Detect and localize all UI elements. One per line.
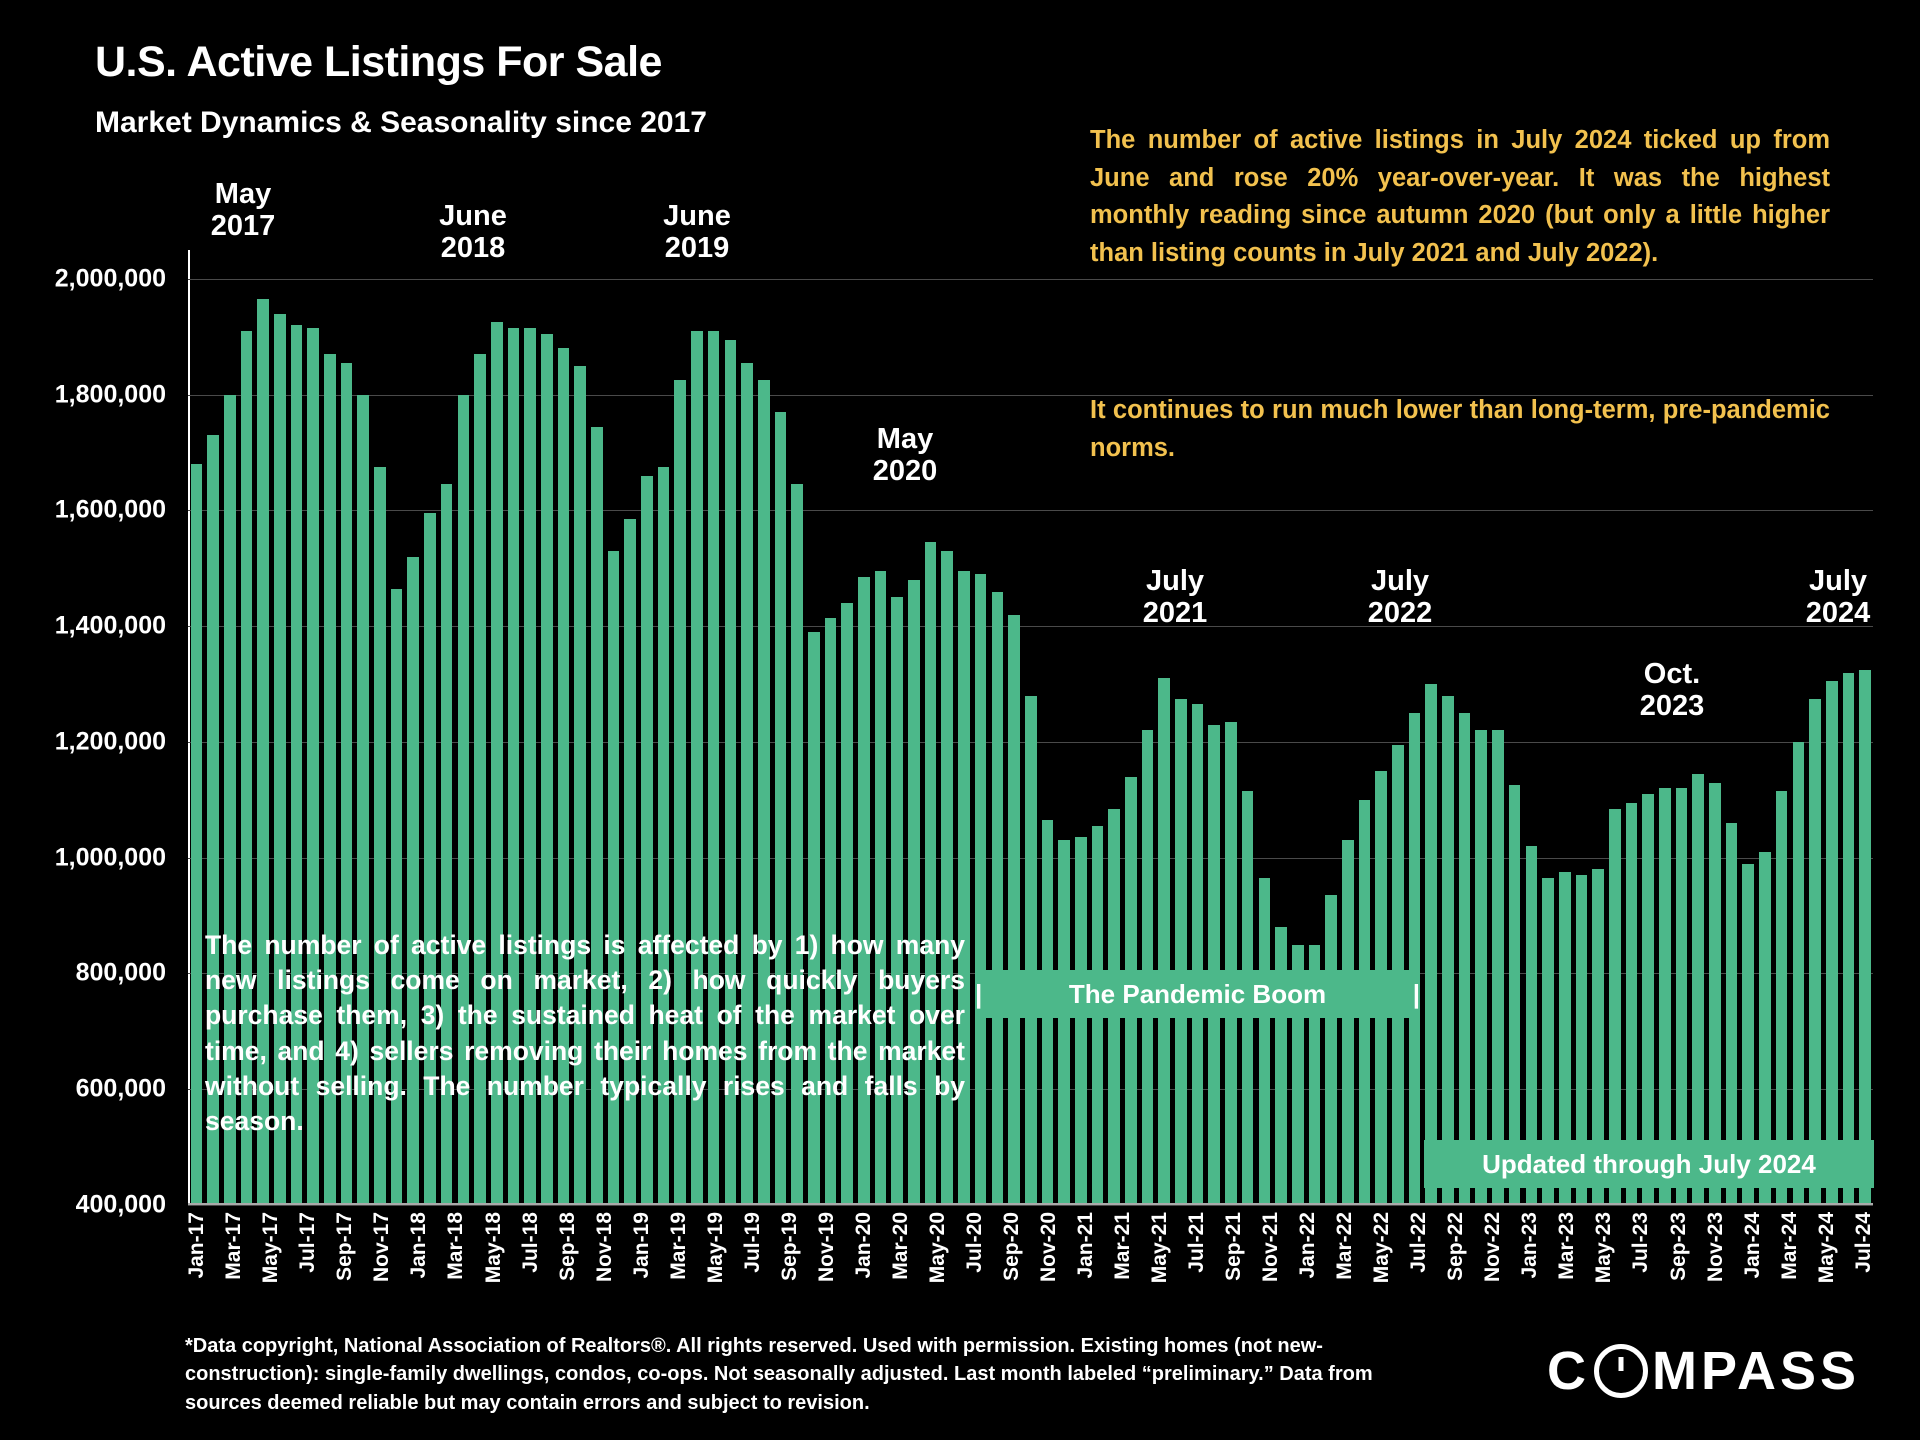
x-axis-tick-label: Jul-18 xyxy=(518,1212,542,1273)
y-axis-tick-label: 1,000,000 xyxy=(54,843,166,872)
bar xyxy=(1223,250,1240,1205)
peak-callout xyxy=(1143,565,1208,630)
x-axis-tick-label: Nov-22 xyxy=(1481,1212,1505,1283)
x-axis-tick-label: Sep-20 xyxy=(999,1212,1023,1281)
x-axis-tick-label: Jul-17 xyxy=(296,1212,320,1273)
bar xyxy=(1623,250,1640,1205)
bar xyxy=(1273,250,1290,1205)
bar xyxy=(1657,250,1674,1205)
x-axis-tick-label: May-24 xyxy=(1814,1212,1838,1284)
x-axis-tick xyxy=(1370,1212,1394,1352)
bar-rect xyxy=(1793,742,1805,1205)
x-axis-tick xyxy=(185,1212,209,1352)
x-axis-tick-label: Mar-22 xyxy=(1333,1212,1357,1280)
x-axis-tick-label: Jan-19 xyxy=(629,1212,653,1279)
peak-callout xyxy=(211,178,276,243)
x-axis-tick xyxy=(1851,1212,1875,1352)
x-axis-tick xyxy=(1555,1212,1579,1352)
bar xyxy=(972,250,989,1205)
bar-rect xyxy=(1192,704,1204,1205)
bar-rect xyxy=(191,464,203,1205)
x-axis-tick-label: Sep-18 xyxy=(555,1212,579,1281)
bar xyxy=(1673,250,1690,1205)
x-axis-tick-label: Nov-21 xyxy=(1259,1212,1283,1283)
x-axis-tick xyxy=(1407,1212,1431,1352)
bar xyxy=(1840,250,1857,1205)
x-axis-tick-label: Sep-17 xyxy=(333,1212,357,1281)
x-axis-tick-label: Nov-18 xyxy=(592,1212,616,1283)
bar xyxy=(1072,250,1089,1205)
x-axis-tick xyxy=(925,1212,949,1352)
x-axis-tick xyxy=(1333,1212,1357,1352)
x-axis-tick xyxy=(629,1212,653,1352)
x-axis-tick xyxy=(851,1212,875,1352)
logo-o-icon xyxy=(1594,1344,1648,1398)
x-axis-tick xyxy=(1592,1212,1616,1352)
x-axis-tick xyxy=(1036,1212,1060,1352)
page-subtitle: Market Dynamics & Seasonality since 2017 xyxy=(95,106,707,139)
bar xyxy=(1857,250,1874,1205)
peak-callout xyxy=(439,200,507,265)
bar-rect xyxy=(1859,670,1871,1205)
x-axis-tick-label: Mar-19 xyxy=(666,1212,690,1280)
bar xyxy=(1590,250,1607,1205)
x-axis-tick xyxy=(1259,1212,1283,1352)
x-axis-tick xyxy=(666,1212,690,1352)
bar-rect xyxy=(1275,927,1287,1205)
x-axis-tick-label: Mar-20 xyxy=(888,1212,912,1280)
bar xyxy=(1206,250,1223,1205)
x-axis-tick xyxy=(1703,1212,1727,1352)
bar xyxy=(1540,250,1557,1205)
bar xyxy=(1573,250,1590,1205)
x-axis-tick xyxy=(1629,1212,1653,1352)
bar-rect xyxy=(1208,725,1220,1205)
x-axis-tick-label: Jul-23 xyxy=(1629,1212,1653,1273)
peak-callout-year: 2019 xyxy=(664,232,730,265)
peak-callout-year: 2020 xyxy=(872,455,938,488)
x-axis-tick-label: Sep-21 xyxy=(1222,1212,1246,1281)
y-axis-tick-label: 800,000 xyxy=(75,958,166,987)
y-axis-tick-label: 1,200,000 xyxy=(54,727,166,756)
band-right-mark: | xyxy=(1412,978,1420,1009)
x-axis-tick-label: Nov-19 xyxy=(814,1212,838,1283)
peak-callout-year: 2017 xyxy=(210,210,276,243)
y-axis-tick-label: 400,000 xyxy=(75,1190,166,1219)
x-axis-tick-label: Jan-17 xyxy=(185,1212,209,1279)
updated-label: Updated through July 2024 xyxy=(1482,1148,1816,1179)
logo-text-2: MPASS xyxy=(1651,1341,1860,1401)
bar-rect xyxy=(1826,681,1838,1205)
x-axis-tick xyxy=(962,1212,986,1352)
x-axis-tick xyxy=(888,1212,912,1352)
band-label: The Pandemic Boom xyxy=(1068,978,1327,1009)
band-left-mark: | xyxy=(975,978,983,1009)
x-axis-tick xyxy=(740,1212,764,1352)
x-axis-tick xyxy=(592,1212,616,1352)
x-axis-tick-label: Jan-22 xyxy=(1296,1212,1320,1279)
peak-callout xyxy=(873,423,938,488)
bar xyxy=(1156,250,1173,1205)
bar-rect xyxy=(1008,615,1020,1205)
x-axis-tick xyxy=(1111,1212,1135,1352)
x-axis-tick-label: Sep-23 xyxy=(1666,1212,1690,1281)
bar-rect xyxy=(1175,699,1187,1205)
bar xyxy=(1289,250,1306,1205)
x-axis-line xyxy=(188,1203,1873,1205)
bar xyxy=(1239,250,1256,1205)
x-axis-tick xyxy=(481,1212,505,1352)
x-axis-tick-label: Jan-23 xyxy=(1518,1212,1542,1279)
bar xyxy=(1823,250,1840,1205)
bar xyxy=(1473,250,1490,1205)
y-axis-tick-label: 1,600,000 xyxy=(54,495,166,524)
x-axis-tick xyxy=(1481,1212,1505,1352)
peak-callout-month: Oct. xyxy=(1643,658,1701,690)
logo-text-1: C xyxy=(1546,1341,1590,1401)
bar xyxy=(1490,250,1507,1205)
bar xyxy=(188,250,205,1205)
bar-rect xyxy=(1025,696,1037,1205)
peak-callout-year: 2018 xyxy=(440,232,506,265)
peak-callout-year: 2023 xyxy=(1639,690,1705,723)
bar xyxy=(1390,250,1407,1205)
bar-rect xyxy=(1325,895,1337,1205)
x-axis-tick xyxy=(1814,1212,1838,1352)
bar xyxy=(1740,250,1757,1205)
x-axis-tick xyxy=(407,1212,431,1352)
x-axis-tick-label: Nov-17 xyxy=(370,1212,394,1283)
explanation-text: The number of active listings is affected by 1) how many new listings come on market, 2) how quickly buyers purchase them, 3) the sustained heat of the market over time, and 4) sellers removing their homes from the market without selling. The number typically rises and falls by season. xyxy=(205,930,965,1137)
bar-rect xyxy=(1225,722,1237,1205)
annotation-note-2: It continues to run much lower than long-term, pre-pandemic norms. xyxy=(1090,396,1830,462)
x-axis-tick xyxy=(222,1212,246,1352)
bar xyxy=(1773,250,1790,1205)
peak-callout-month: July xyxy=(1145,565,1205,597)
x-axis-tick-label: Mar-24 xyxy=(1777,1212,1801,1280)
bar xyxy=(1139,250,1156,1205)
bar xyxy=(1006,250,1023,1205)
bar xyxy=(1690,250,1707,1205)
y-axis-tick-label: 1,400,000 xyxy=(54,611,166,640)
bar xyxy=(1757,250,1774,1205)
x-axis-tick-label: Jul-24 xyxy=(1851,1212,1875,1273)
peak-callout-year: 2021 xyxy=(1142,597,1208,630)
x-axis-tick xyxy=(814,1212,838,1352)
bar xyxy=(1707,250,1724,1205)
bar-rect xyxy=(1809,699,1821,1205)
bar xyxy=(1022,250,1039,1205)
x-axis-tick-label: May-17 xyxy=(259,1212,283,1284)
bar xyxy=(1256,250,1273,1205)
bar xyxy=(1456,250,1473,1205)
x-axis-tick xyxy=(555,1212,579,1352)
x-axis-tick xyxy=(1074,1212,1097,1352)
x-axis-tick xyxy=(703,1212,727,1352)
bar-rect xyxy=(1075,837,1087,1205)
x-axis-tick-label: Nov-20 xyxy=(1036,1212,1060,1283)
x-axis-tick-label: Jan-20 xyxy=(851,1212,875,1279)
x-axis-tick-label: May-21 xyxy=(1148,1212,1172,1284)
y-axis-labels xyxy=(0,250,188,1219)
bar-rect xyxy=(1342,840,1354,1205)
bar xyxy=(1306,250,1323,1205)
x-axis-tick xyxy=(370,1212,394,1352)
x-axis-tick-label: Sep-22 xyxy=(1444,1212,1468,1281)
page-title: U.S. Active Listings For Sale xyxy=(95,38,662,86)
bar xyxy=(1606,250,1623,1205)
bar-rect xyxy=(1425,684,1437,1205)
y-axis-tick-label: 1,800,000 xyxy=(54,380,166,409)
peak-callout-month: July xyxy=(1370,565,1430,597)
bar xyxy=(1406,250,1423,1205)
bar xyxy=(1423,250,1440,1205)
bar-rect xyxy=(1058,840,1070,1205)
updated-through-band xyxy=(1424,1140,1874,1188)
peak-callout xyxy=(663,200,731,265)
x-axis-tick-label: May-19 xyxy=(703,1212,727,1284)
peak-callout-year: 2024 xyxy=(1805,597,1871,630)
pandemic-boom-band xyxy=(975,970,1420,1018)
bar-rect xyxy=(992,592,1004,1206)
bar-rect xyxy=(1158,678,1170,1205)
annotation-note-1: The number of active listings in July 2024 ticked up from June and rose 20% year-over-year. It was the highest monthly reading since autumn 2020 (but only a little higher than listing counts in July 2021 and July 2022). xyxy=(1090,126,1830,268)
bar xyxy=(1373,250,1390,1205)
bar-rect xyxy=(975,574,987,1205)
bar xyxy=(1339,250,1356,1205)
x-axis-tick xyxy=(999,1212,1023,1352)
x-axis-tick-label: Jan-21 xyxy=(1074,1212,1097,1279)
footnote: *Data copyright, National Association of Realtors®. All rights reserved. Used with permission. Existing homes (not new-construction): single-family dwellings, condos, co-ops. Not seasonally adjusted. Last month labeled “preliminary.” Data from sources deemed reliable but may contain errors and subject to revision. xyxy=(185,1335,1373,1414)
bar-rect xyxy=(1843,673,1855,1205)
peak-callout xyxy=(1640,658,1705,723)
x-axis-tick-label: Jul-19 xyxy=(740,1212,764,1273)
compass-logo xyxy=(1547,1340,1860,1402)
x-axis-tick-label: Jul-22 xyxy=(1407,1212,1431,1273)
x-axis-tick xyxy=(1296,1212,1320,1352)
bar-rect xyxy=(1259,878,1271,1205)
x-axis-tick xyxy=(1777,1212,1801,1352)
bar xyxy=(1323,250,1340,1205)
x-axis-tick-label: May-23 xyxy=(1592,1212,1616,1284)
x-axis-tick-label: May-18 xyxy=(481,1212,505,1284)
x-axis-tick-label: Jul-20 xyxy=(962,1212,986,1273)
y-axis-tick-label: 2,000,000 xyxy=(54,264,166,293)
x-axis-tick xyxy=(1222,1212,1246,1352)
bar xyxy=(1506,250,1523,1205)
x-axis-tick-label: Jan-24 xyxy=(1740,1212,1764,1279)
gridline xyxy=(188,1205,1873,1206)
peak-callout-month: June xyxy=(663,200,731,232)
x-axis-tick xyxy=(296,1212,320,1352)
x-axis-tick-label: May-20 xyxy=(925,1212,949,1284)
peak-callout-month: May xyxy=(876,423,934,455)
bar xyxy=(1123,250,1140,1205)
bar xyxy=(1790,250,1807,1205)
bar xyxy=(1556,250,1573,1205)
bar xyxy=(1440,250,1457,1205)
x-axis-tick-label: May-22 xyxy=(1370,1212,1394,1284)
x-axis-tick-label: Jan-18 xyxy=(407,1212,431,1279)
x-axis-tick-label: Mar-18 xyxy=(444,1212,468,1280)
bar xyxy=(1056,250,1073,1205)
x-axis-tick xyxy=(777,1212,801,1352)
x-axis-tick xyxy=(1148,1212,1172,1352)
bar-rect xyxy=(1142,730,1154,1205)
bar-rect xyxy=(1442,696,1454,1205)
x-axis-tick-label: Mar-21 xyxy=(1111,1212,1135,1280)
bar xyxy=(1089,250,1106,1205)
x-axis-tick-label: Jul-21 xyxy=(1185,1212,1209,1273)
x-axis-tick xyxy=(1740,1212,1764,1352)
x-axis-tick xyxy=(1185,1212,1209,1352)
x-axis-tick xyxy=(259,1212,283,1352)
peak-callout-month: May xyxy=(214,178,272,210)
bar xyxy=(1723,250,1740,1205)
peak-callout-month: June xyxy=(439,200,507,232)
bar xyxy=(1106,250,1123,1205)
bar-rect xyxy=(1409,713,1421,1205)
x-axis-tick xyxy=(444,1212,468,1352)
peak-callout-year: 2022 xyxy=(1367,597,1433,630)
peak-callout xyxy=(1806,565,1871,630)
bar-rect xyxy=(1492,730,1504,1205)
bar xyxy=(1640,250,1657,1205)
x-axis-tick-label: Sep-19 xyxy=(777,1212,801,1281)
bar xyxy=(1356,250,1373,1205)
x-axis-labels xyxy=(185,1212,1875,1352)
x-axis-tick xyxy=(518,1212,542,1352)
bar xyxy=(1523,250,1540,1205)
bar-rect xyxy=(1475,730,1487,1205)
bar xyxy=(1173,250,1190,1205)
bar-rect xyxy=(1459,713,1471,1205)
bar xyxy=(989,250,1006,1205)
y-axis-tick-label: 600,000 xyxy=(75,1074,166,1103)
x-axis-tick-label: Nov-23 xyxy=(1703,1212,1727,1283)
bar xyxy=(1189,250,1206,1205)
x-axis-tick xyxy=(1518,1212,1542,1352)
x-axis-tick xyxy=(333,1212,357,1352)
peak-callout xyxy=(1368,565,1433,630)
x-axis-tick xyxy=(1444,1212,1468,1352)
x-axis-tick-label: Mar-17 xyxy=(222,1212,246,1280)
x-axis-tick xyxy=(1666,1212,1690,1352)
x-axis-tick-label: Mar-23 xyxy=(1555,1212,1579,1280)
bar xyxy=(1807,250,1824,1205)
peak-callout-month: July xyxy=(1808,565,1868,597)
bar xyxy=(1039,250,1056,1205)
